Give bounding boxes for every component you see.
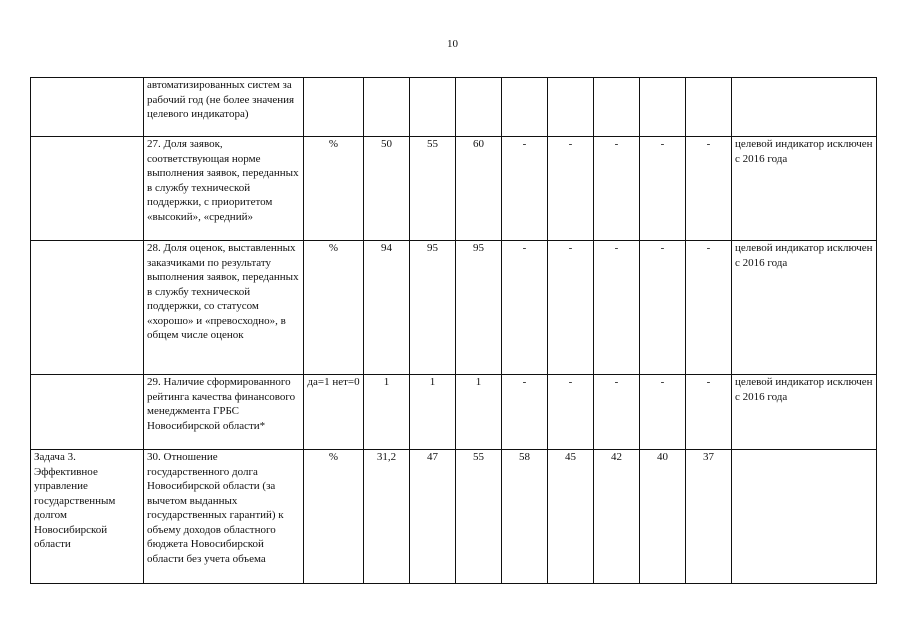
task-cell	[31, 375, 144, 450]
value-cell: -	[548, 137, 594, 241]
value-cell: -	[594, 241, 640, 375]
task-cell	[31, 241, 144, 375]
indicator-cell: 30. Отношение государственного долга Новосибирской области (за вычетом выданных государственных гарантий) к объему доходов областного бюджета Новосибирской области без учета объема	[144, 450, 304, 584]
value-cell: 1	[364, 375, 410, 450]
note-cell	[732, 450, 877, 584]
note-cell: целевой индикатор исключен с 2016 года	[732, 375, 877, 450]
value-cell	[502, 78, 548, 137]
value-cell: -	[686, 375, 732, 450]
task-cell	[31, 137, 144, 241]
value-cell: 58	[502, 450, 548, 584]
value-cell: 45	[548, 450, 594, 584]
indicator-cell: автоматизированных систем за рабочий год (не более значения целевого индикатора)	[144, 78, 304, 137]
value-cell: 95	[410, 241, 456, 375]
value-cell	[686, 78, 732, 137]
value-cell: -	[502, 241, 548, 375]
value-cell	[548, 78, 594, 137]
unit-cell	[304, 78, 364, 137]
unit-cell: %	[304, 137, 364, 241]
value-cell: 50	[364, 137, 410, 241]
unit-cell: %	[304, 241, 364, 375]
value-cell: -	[548, 241, 594, 375]
indicator-cell: 29. Наличие сформированного рейтинга качества финансового менеджмента ГРБС Новосибирской области*	[144, 375, 304, 450]
value-cell: -	[502, 375, 548, 450]
value-cell	[640, 78, 686, 137]
value-cell	[364, 78, 410, 137]
value-cell: 47	[410, 450, 456, 584]
value-cell: -	[686, 241, 732, 375]
indicator-cell: 27. Доля заявок, соответствующая норме выполнения заявок, переданных в службу технической поддержки, с приоритетом «высокий», «средний»	[144, 137, 304, 241]
value-cell: 31,2	[364, 450, 410, 584]
table-row	[31, 375, 877, 450]
value-cell: -	[640, 137, 686, 241]
value-cell: 94	[364, 241, 410, 375]
value-cell: 55	[410, 137, 456, 241]
task-cell: Задача 3. Эффективное управление государственным долгом Новосибирской области	[31, 450, 144, 584]
value-cell: -	[594, 137, 640, 241]
value-cell	[594, 78, 640, 137]
value-cell: 95	[456, 241, 502, 375]
note-cell	[732, 78, 877, 137]
note-cell: целевой индикатор исключен с 2016 года	[732, 137, 877, 241]
value-cell: -	[502, 137, 548, 241]
unit-cell: %	[304, 450, 364, 584]
page-number: 10	[447, 38, 458, 50]
table-row	[31, 241, 877, 375]
value-cell: -	[686, 137, 732, 241]
value-cell	[456, 78, 502, 137]
value-cell: -	[548, 375, 594, 450]
value-cell: -	[640, 375, 686, 450]
note-cell: целевой индикатор исключен с 2016 года	[732, 241, 877, 375]
value-cell	[410, 78, 456, 137]
value-cell: 60	[456, 137, 502, 241]
value-cell: 40	[640, 450, 686, 584]
table-row	[31, 450, 877, 584]
value-cell: 37	[686, 450, 732, 584]
value-cell: 1	[456, 375, 502, 450]
table-row	[31, 78, 877, 137]
value-cell: 1	[410, 375, 456, 450]
value-cell: -	[640, 241, 686, 375]
table-row	[31, 137, 877, 241]
unit-cell: да=1 нет=0	[304, 375, 364, 450]
indicator-cell: 28. Доля оценок, выставленных заказчиками по результату выполнения заявок, переданных в службу технической поддержки, со статусом «хорошо» и «превосходно», в общем числе оценок	[144, 241, 304, 375]
value-cell: -	[594, 375, 640, 450]
value-cell: 42	[594, 450, 640, 584]
value-cell: 55	[456, 450, 502, 584]
task-cell	[31, 78, 144, 137]
indicators-table	[30, 77, 877, 584]
